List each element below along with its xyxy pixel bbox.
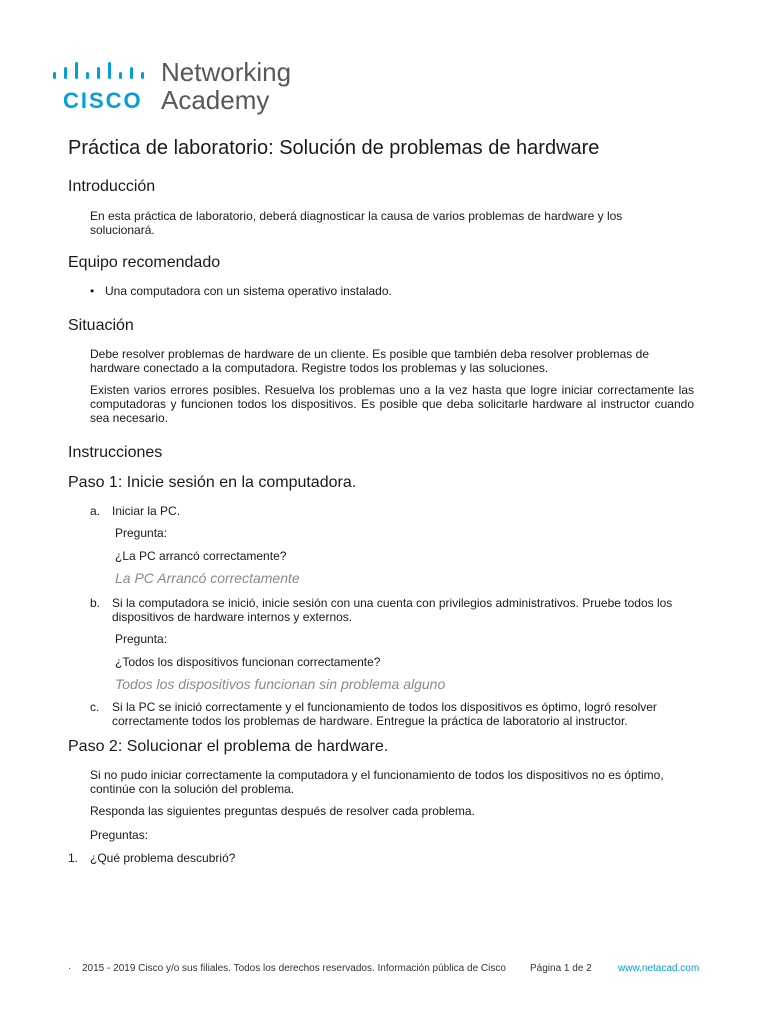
scenario-heading: Situación (68, 317, 134, 334)
step1-b-question: ¿Todos los dispositivos funcionan correctamente? (115, 655, 381, 669)
cisco-bars-icon (53, 62, 149, 84)
step1-a-text: Iniciar la PC. (112, 504, 181, 518)
step1-b-question-label: Pregunta: (115, 632, 168, 646)
page-title: Práctica de laboratorio: Solución de problemas de hardware (68, 137, 600, 159)
equipment-item: Una computadora con un sistema operativo instalado. (105, 284, 392, 298)
step2-paragraph-1: Si no pudo iniciar correctamente la computadora y el funcionamiento de todos los dispositivos no es óptimo, continúe con la solución del problema. (90, 768, 664, 796)
intro-text: En esta práctica de laboratorio, deberá diagnosticar la causa de varios problemas de hardware y los solucionará. (90, 209, 623, 237)
step1-c-text: Si la PC se inició correctamente y el funcionamiento de todos los dispositivos es óptimo, logró resolver correctamente todos los problemas de hardware. Entregue la práctica de laboratorio al instructor. (112, 700, 657, 728)
step1-b-answer: Todos los dispositivos funcionan sin problema alguno (115, 676, 446, 692)
step1-c-marker: c. (90, 700, 100, 714)
equipment-heading: Equipo recomendado (68, 254, 221, 271)
instructions-heading: Instrucciones (68, 444, 163, 461)
step2-q1-text: ¿Qué problema descubrió? (90, 851, 236, 865)
cisco-networking-academy-logo (53, 58, 313, 118)
step2-questions-label: Preguntas: (90, 828, 149, 842)
scenario-paragraph-1: Debe resolver problemas de hardware de un cliente. Es posible que también deba resolver problemas de hardware conectado a la computadora. Registre todos los problemas y las soluciones. (90, 347, 649, 375)
intro-heading: Introducción (68, 178, 156, 195)
step1-a-question-label: Pregunta: (115, 526, 168, 540)
step1-heading: Paso 1: Inicie sesión en la computadora. (68, 474, 357, 491)
step2-q1-marker: 1. (68, 851, 79, 865)
step1-a-question: ¿La PC arrancó correctamente? (115, 549, 287, 563)
step2-heading: Paso 2: Solucionar el problema de hardware. (68, 738, 389, 755)
step1-a-answer: La PC Arrancó correctamente (115, 570, 300, 586)
footer-page-number: Página 1 de 2 (530, 963, 592, 974)
cisco-wordmark: CISCO (63, 88, 143, 113)
footer-site-link[interactable]: www.netacad.com (618, 963, 700, 974)
step2-paragraph-2: Responda las siguientes preguntas después de resolver cada problema. (90, 804, 475, 818)
step1-b-marker: b. (90, 596, 101, 610)
equipment-bullet: • (90, 284, 95, 298)
logo-line-networking: Networking (161, 57, 292, 87)
step1-b-text: Si la computadora se inició, inicie sesión con una cuenta con privilegios administrativos. Pruebe todos los dispositivos de hardware internos y externos. (112, 596, 673, 624)
scenario-paragraph-2: Existen varios errores posibles. Resuelva los problemas uno a la vez hasta que logre iniciar correctamente las computadoras y funcionen todos los dispositivos. Es posible que deba solicitarle hardware al instructor cuando sea necesario. (90, 383, 694, 425)
footer-bullet: · (68, 963, 72, 974)
footer-copyright: 2015 - 2019 Cisco y/o sus filiales. Todos los derechos reservados. Información pública de Cisco (82, 963, 506, 974)
logo-line-academy: Academy (161, 85, 270, 115)
step1-a-marker: a. (90, 504, 101, 518)
